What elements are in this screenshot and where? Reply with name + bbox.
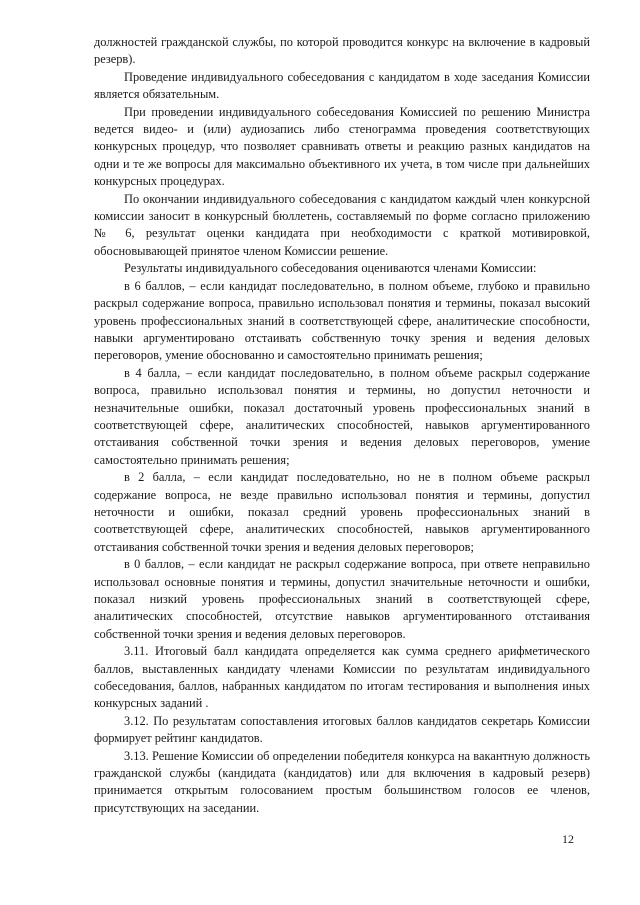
paragraph-score-6: в 6 баллов, – если кандидат последовательно, в полном объеме, глубоко и правильно раскрыл содержание вопроса, правильно использовал понятия и термины, показал высокий уровень профессиональных знаний в соответствующей сфере, аналитические способности, навыки аргументировано отстаивать собственную точку зрения и ведения деловых переговоров, умение обоснованно и самостоятельно принимать решения; [94, 278, 590, 363]
paragraph-results-intro: Результаты индивидуального собеседования оцениваются членами Комиссии: [124, 261, 537, 276]
paragraph-3-13: 3.13. Решение Комиссии об определении победителя конкурса на вакантную должность гражданской службы (кандидата (кандидатов) или для включения в кадровый резерв) принимается открытым голосованием простым большинством голосов ее членов, присутствующих на заседании. [94, 748, 590, 815]
page-number: 12 [562, 832, 574, 846]
document-page [94, 34, 590, 817]
paragraph-recording: При проведении индивидуального собеседования Комиссией по решению Министра ведется видео- и (или) аудиозапись либо стенограмма проведения соответствующих конкурсных процедур, что позволяет сравнивать ответы и реакцию разных кандидатов на одни и те же вопросы для максимально объективного их учета, в том числе при дальнейших конкурсных процедурах. [94, 104, 590, 189]
paragraph-3-11: 3.11. Итоговый балл кандидата определяется как сумма среднего арифметического баллов, выставленных кандидату членами Комиссии по результатам индивидуального собеседования, баллов, набранных кандидатом по итогам тестирования и выполнения иных конкурсных заданий . [94, 644, 590, 711]
paragraph-interview-mandatory: Проведение индивидуального собеседования с кандидатом в ходе заседания Комиссии является обязательным. [94, 69, 590, 102]
paragraph-score-0: в 0 баллов, – если кандидат не раскрыл содержание вопроса, при ответе неправильно использовал основные понятия и термины, допустил значительные неточности и ошибки, показал низкий уровень профессиональных знаний в соответствующей сфере, аналитических способностей, отсутствие навыков аргументированного отстаивания собственной точки зрения и ведения деловых переговоров. [94, 557, 590, 641]
paragraph-continuation: должностей гражданской службы, по которой проводится конкурс на включение в кадровый резерв). [94, 35, 590, 67]
paragraph-3-12: 3.12. По результатам сопоставления итоговых баллов кандидатов секретарь Комиссии формирует рейтинг кандидатов. [94, 713, 590, 746]
paragraph-score-4: в 4 балла, – если кандидат последовательно, в полном объеме раскрыл содержание вопроса, правильно использовал понятия и термины, но допустил неточности и незначительные ошибки, показал достаточный уровень профессиональных знаний в соответствующей сфере, аналитических способностей, навыков аргументированного отстаивания собственной точки зрения и ведения деловых переговоров, умение самостоятельно принимать решения; [94, 365, 590, 467]
paragraph-ballot: По окончании индивидуального собеседования с кандидатом каждый член конкурсной комиссии заносит в конкурсный бюллетень, составляемый по форме согласно приложению № 6, результат оценки кандидата при необходимости с краткой мотивировкой, обосновывающей принятое членом Комиссии решение. [94, 191, 590, 258]
paragraph-score-2: в 2 балла, – если кандидат последовательно, но не в полном объеме раскрыл содержание вопроса, не везде правильно использовал понятия и термины, допустил неточности и ошибки, показал средний уровень профессиональных знаний в соответствующей сфере, аналитических способностей, навыков аргументированного отстаивания собственной точки зрения и ведения деловых переговоров; [94, 470, 590, 554]
